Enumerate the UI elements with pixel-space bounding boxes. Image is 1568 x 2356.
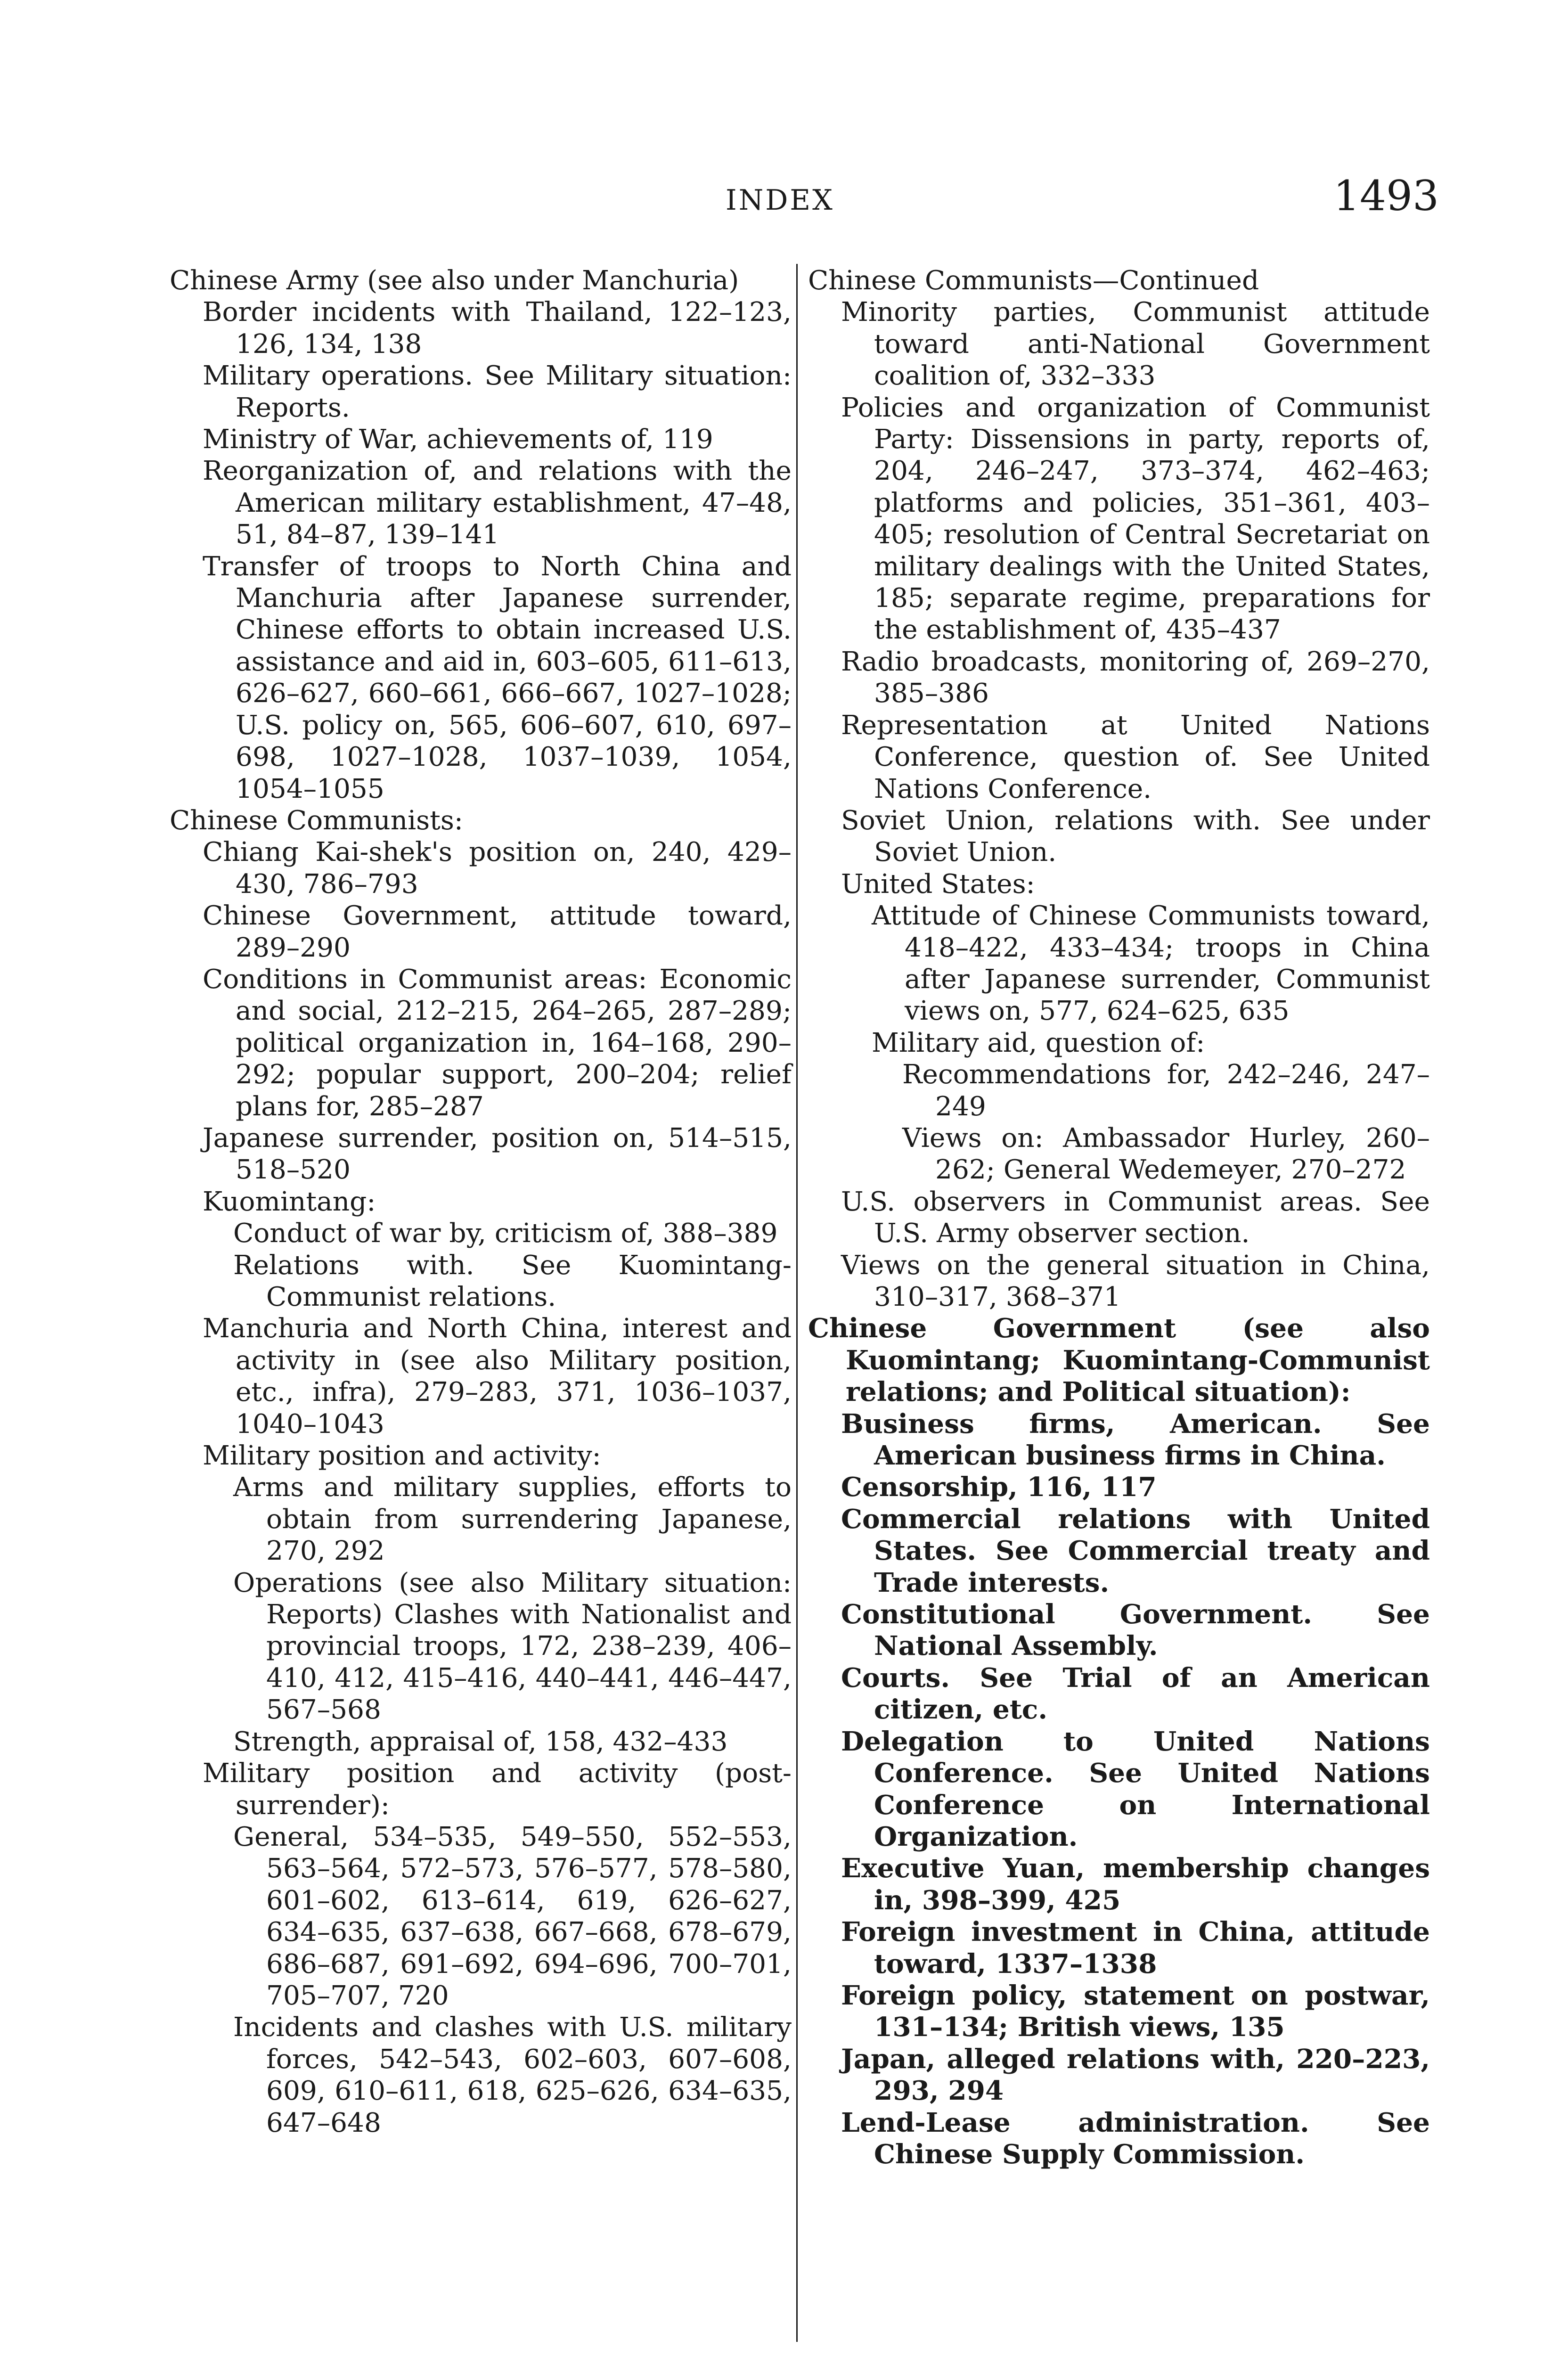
index-entry: Business firms, American. See American business firms in China. <box>841 1408 1430 1472</box>
index-entry: Incidents and clashes with U.S. military forces, 542–543, 602–603, 607–608, 609, 610–611, 618, 625–626, 634–635, 647–648 <box>233 2012 792 2138</box>
index-entry: Radio broadcasts, monitoring of, 269–270, 385–386 <box>841 646 1430 709</box>
index-entry: Foreign investment in China, attitude toward, 1337–1338 <box>841 1916 1430 1980</box>
index-entry: Japan, alleged relations with, 220–223, 293, 294 <box>841 2043 1430 2107</box>
index-entry: Foreign policy, statement on postwar, 131–134; British views, 135 <box>841 1980 1430 2043</box>
index-entry: United States: <box>841 868 1035 900</box>
index-entry: Military position and activity (post-surrender): <box>203 1758 792 1821</box>
index-entry: Manchuria and North China, interest and activity in (see also Military position, etc., infra), 279–283, 371, 1036–1037, 1040–1043 <box>203 1313 792 1440</box>
index-entry: Delegation to United Nations Conference. See United Nations Conference on International Organization. <box>841 1726 1430 1852</box>
index-entry: Conduct of war by, criticism of, 388–389 <box>233 1218 778 1249</box>
index-entry: Executive Yuan, membership changes in, 398–399, 425 <box>841 1853 1430 1916</box>
index-entry: Constitutional Government. See National Assembly. <box>841 1599 1430 1662</box>
index-entry: Attitude of Chinese Communists toward, 418–422, 433–434; troops in China after Japanese surrender, Communist views on, 577, 624–625, 635 <box>872 900 1430 1027</box>
index-entry: Conditions in Communist areas: Economic and social, 212–215, 264–265, 287–289; political organization in, 164–168, 290–292; popular support, 200–204; relief plans for, 285–287 <box>203 964 792 1122</box>
index-entry: Chinese Army (see also under Manchuria) <box>170 265 739 296</box>
index-entry: Views on: Ambassador Hurley, 260–262; General Wedemeyer, 270–272 <box>902 1122 1430 1186</box>
index-entry: Strength, appraisal of, 158, 432–433 <box>233 1726 728 1757</box>
index-entry: Views on the general situation in China, 310–317, 368–371 <box>841 1250 1430 1312</box>
index-entry: Ministry of War, achievements of, 119 <box>203 424 713 455</box>
index-entry: Operations (see also Military situation: Reports) Clashes with Nationalist and provincial troops, 172, 238–239, 406–410, 412, 415–416, 440–441, 446–447, 567–568 <box>233 1567 792 1726</box>
index-entry: Chinese Government, attitude toward, 289–290 <box>203 900 792 963</box>
index-entry: General, 534–535, 549–550, 552–553, 563–564, 572–573, 576–577, 578–580, 601–602, 613–614, 619, 626–627, 634–635, 637–638, 667–668, 678–679, 686–687, 691–692, 694–696, 700–701, 705–707, 720 <box>233 1821 792 2011</box>
index-entry: U.S. observers in Communist areas. See U.S. Army observer section. <box>841 1186 1430 1249</box>
index-entry: Border incidents with Thailand, 122–123, 126, 134, 138 <box>203 297 792 360</box>
index-entry: Commercial relations with United States. See Commercial treaty and Trade interests. <box>841 1503 1430 1598</box>
page-number: 1493 <box>1333 172 1439 220</box>
index-entry: Military aid, question of: <box>872 1027 1205 1058</box>
index-entry: Chiang Kai-shek's position on, 240, 429–430, 786–793 <box>203 837 792 900</box>
running-title: INDEX <box>726 184 834 217</box>
index-entry: Chinese Communists—Continued <box>808 265 1259 296</box>
index-entry: Soviet Union, relations with. See under Soviet Union. <box>841 805 1430 868</box>
index-entry: Minority parties, Communist attitude toward anti-National Government coalition of, 332–333 <box>841 297 1430 392</box>
index-entry: Courts. See Trial of an American citizen, etc. <box>841 1662 1430 1726</box>
column-divider <box>796 264 798 2342</box>
page-header <box>0 174 1568 226</box>
index-entry: Chinese Government (see also Kuomintang; Kuomintang-Communist relations; and Political situation): <box>808 1313 1430 1408</box>
index-entry: Military position and activity: <box>203 1440 601 1472</box>
index-entry: Reorganization of, and relations with the American military establishment, 47–48, 51, 84–87, 139–141 <box>203 456 792 550</box>
index-entry: Recommendations for, 242–246, 247–249 <box>902 1059 1430 1122</box>
index-entry: Kuomintang: <box>203 1186 376 1217</box>
index-entry: Japanese surrender, position on, 514–515, 518–520 <box>203 1122 792 1186</box>
index-entry: Censorship, 116, 117 <box>841 1472 1157 1503</box>
index-entry: Transfer of troops to North China and Manchuria after Japanese surrender, Chinese efforts to obtain increased U.S. assistance and aid in, 603–605, 611–613, 626–627, 660–661, 666–667, 1027–1028; U.S. policy on, 565, 606–607, 610, 697–698, 1027–1028, 1037–1039, 1054, 1054–1055 <box>203 551 792 804</box>
left-column <box>170 265 792 2139</box>
index-entry: Lend-Lease administration. See Chinese Supply Commission. <box>841 2107 1430 2170</box>
index-entry: Chinese Communists: <box>170 805 463 836</box>
index-entry: Military operations. See Military situation: Reports. <box>203 360 792 423</box>
index-entry: Representation at United Nations Conference, question of. See United Nations Conference. <box>841 710 1430 804</box>
index-entry: Arms and military supplies, efforts to obtain from surrendering Japanese, 270, 292 <box>233 1472 792 1567</box>
index-entry: Policies and organization of Communist Party: Dissensions in party, reports of, 204, 246–247, 373–374, 462–463; platforms and policies, 351–361, 403–405; resolution of Central Secretariat on military dealings with the United States, 185; separate regime, preparations for the establishment of, 435–437 <box>841 392 1430 646</box>
right-column <box>808 265 1430 2170</box>
index-entry: Relations with. See Kuomintang-Communist relations. <box>233 1250 792 1312</box>
